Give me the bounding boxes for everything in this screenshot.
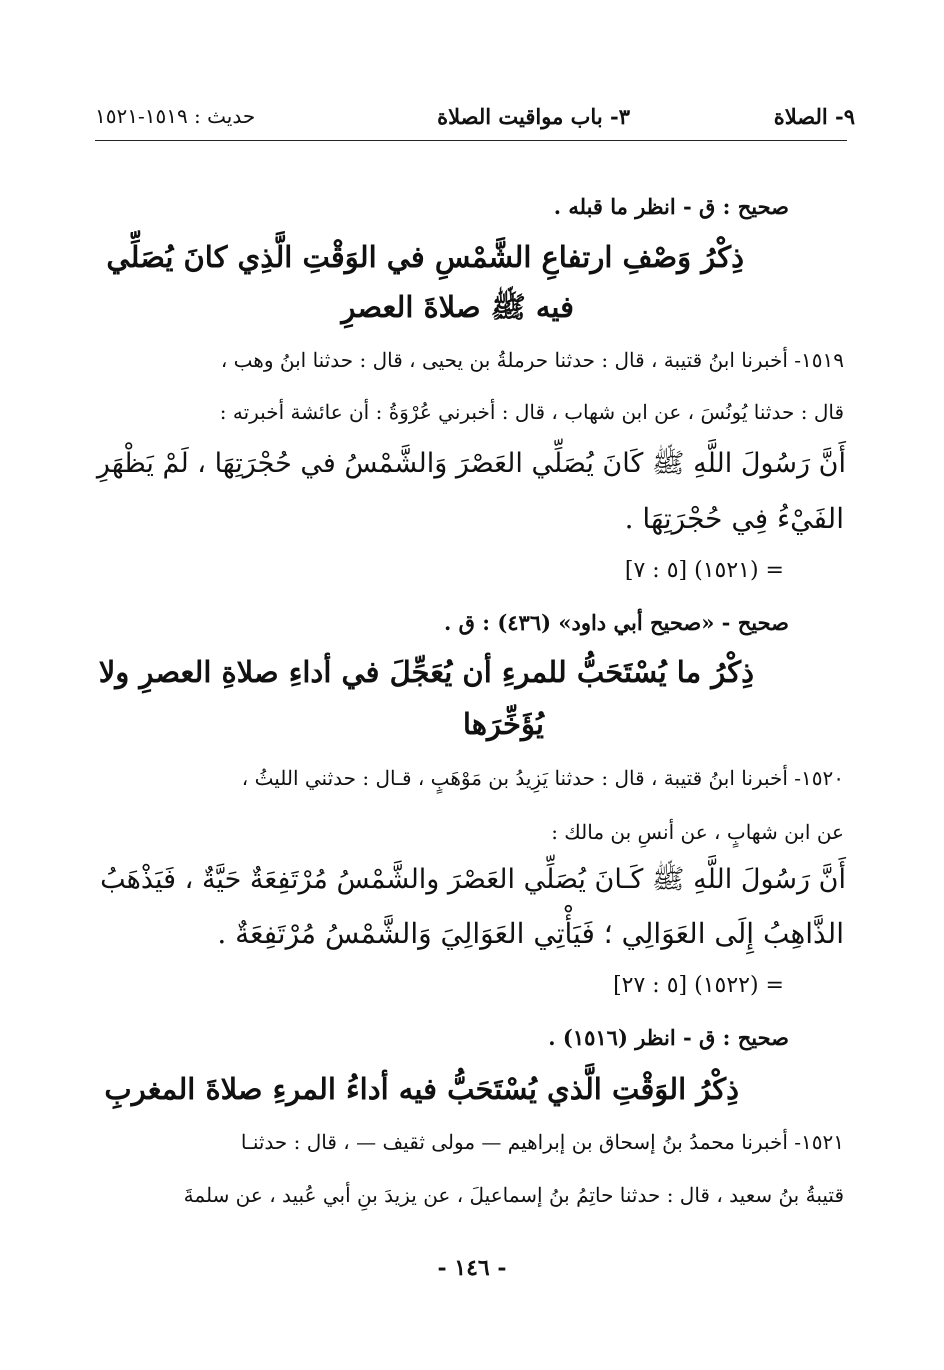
hadith-1519-grade: صحيح - «صحيح أبي داود» (٤٣٦) : ق .: [444, 610, 789, 635]
hadith-1519-isnad-line-1: ١٥١٩- أخبرنا ابنُ قتيبة ، قال : حدثنا حرملةُ بن يحيى ، قال : حدثنا ابنُ وهب ،: [220, 348, 844, 372]
header-divider: [95, 140, 847, 141]
page-number: - ١٤٦ -: [437, 1255, 507, 1281]
section-heading-2-line-1: ذِكْرُ ما يُسْتَحَبُّ للمرءِ أن يُعَجِّلَ في أداءِ صلاةِ العصرِ ولا: [98, 655, 754, 689]
section-heading-2-line-2: يُؤَخِّرَها: [462, 707, 544, 741]
running-header: [95, 100, 855, 136]
hadith-range: حديث : ١٥١٩-١٥٢١: [95, 104, 256, 128]
hadith-1521-isnad-line-2: قتيبةُ بنُ سعيد ، قال : حدثنا حاتِمُ بنُ إسماعيلَ ، عن يزيدَ بنِ أبي عُبيد ، عن سلمةَ: [183, 1183, 844, 1207]
hadith-1520-matn-line-1: أَنَّ رَسُولَ اللَّهِ ﷺ كَـانَ يُصَلِّي العَصْرَ والشَّمْسُ مُرْتَفِعَةٌ حَيَّةٌ ، فَيَذْهَبُ: [100, 864, 846, 895]
hadith-1519-reference: = (١٥٢١) [٥ : ٧]: [624, 558, 784, 583]
hadith-1519-matn-line-2: الفَيْءُ فِي حُجْرَتِهَا .: [624, 502, 844, 535]
hadith-1520-isnad-line-1: ١٥٢٠- أخبرنا ابنُ قتيبة ، قال : حدثنا يَزِيدُ بن مَوْهَبٍ ، قـال : حدثني الليثُ ،: [241, 766, 844, 790]
section-heading-1-line-2: فيه ﷺ صلاةَ العصرِ: [341, 290, 574, 324]
section-heading-3: ذِكْرُ الوَقْتِ الَّذي يُسْتَحَبُّ فيه أداءُ المرءِ صلاةَ المغربِ: [104, 1072, 739, 1106]
chapter-title: ٣- باب مواقيت الصلاة: [437, 104, 630, 129]
hadith-1520-reference: = (١٥٢٢) [٥ : ٢٧]: [613, 973, 784, 998]
book-title: ٩- الصلاة: [773, 104, 855, 129]
grade-previous: صحيح : ق - انظر ما قبله .: [553, 194, 789, 219]
hadith-1519-matn-line-1: أَنَّ رَسُولَ اللَّهِ ﷺ كَانَ يُصَلِّي العَصْرَ وَالشَّمْسُ في حُجْرَتِهَا ، لَمْ يَظْهَرِ: [96, 448, 846, 479]
hadith-1519-isnad-line-2: قال : حدثنا يُونُسَ ، عن ابن شهاب ، قال : أخبرني عُرْوَةُ : أن عائشة أخبرته :: [219, 400, 844, 424]
hadith-1520-grade: صحيح : ق - انظر (١٥١٦) .: [548, 1025, 789, 1050]
hadith-1520-matn-line-2: الذَّاهِبُ إِلَى العَوَالِي ؛ فَيَأْتِي العَوَالِيَ وَالشَّمْسُ مُرْتَفِعَةٌ .: [217, 917, 844, 950]
hadith-1520-isnad-line-2: عن ابن شهابٍ ، عن أنسِ بن مالك :: [551, 820, 844, 844]
section-heading-1-line-1: ذِكْرُ وَصْفِ ارتفاعِ الشَّمْسِ في الوَقْتِ الَّذِي كانَ يُصَلِّي: [106, 240, 744, 274]
hadith-1521-isnad-line-1: ١٥٢١- أخبرنا محمدُ بنُ إسحاق بن إبراهيم — مولى ثقيف — ، قال : حدثنـا: [240, 1130, 844, 1154]
